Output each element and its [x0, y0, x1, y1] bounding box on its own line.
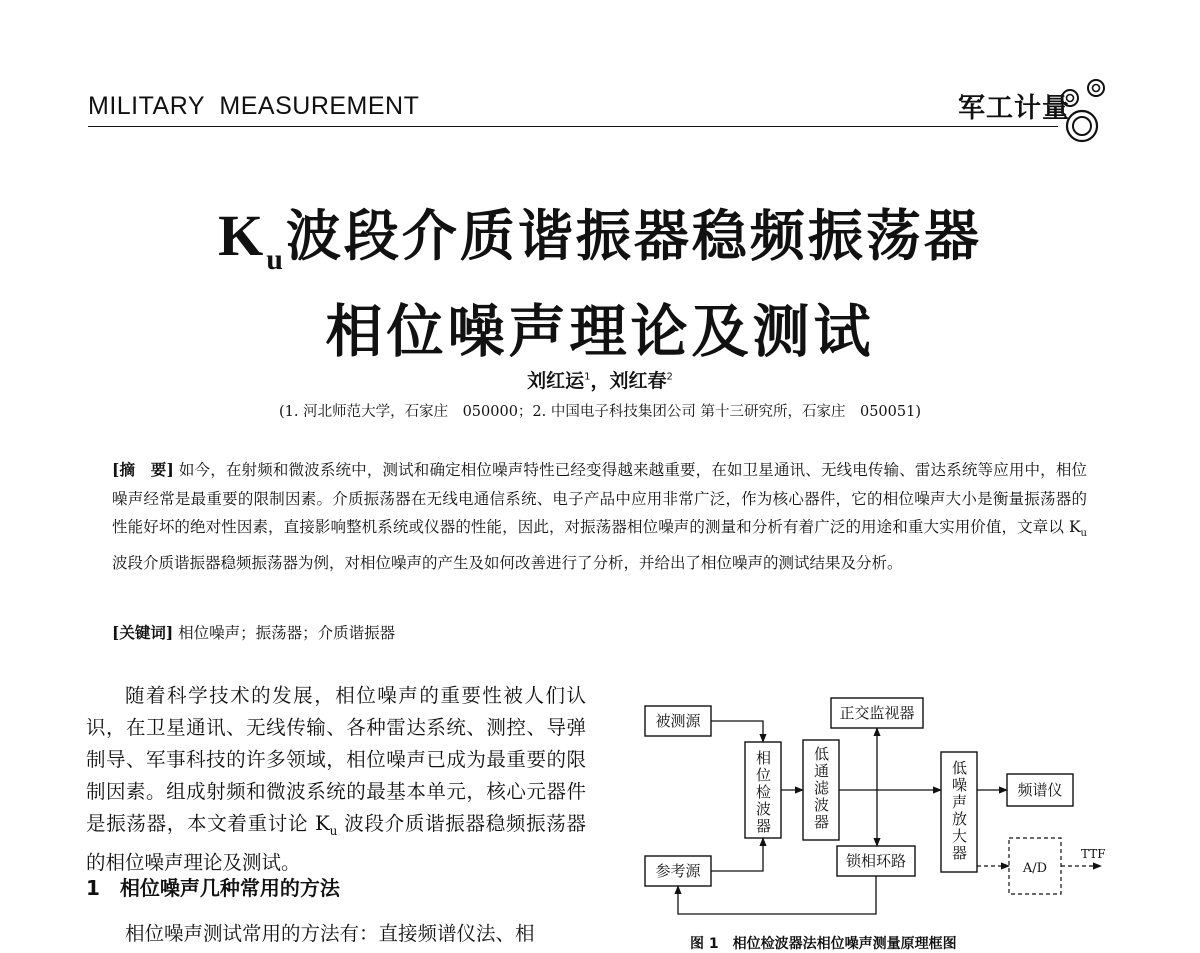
- body-paragraph-methods: 相位噪声测试常用的方法有：直接频谱仪法、相: [125, 922, 535, 945]
- figure-1-caption: 图 1 相位检波器法相位噪声测量原理框图: [690, 936, 957, 952]
- block-phase-detector-label: 相位检波器: [754, 750, 772, 835]
- author-2: 刘红春: [609, 370, 667, 392]
- keywords: [关键词] 相位噪声；振荡器；介质谐振器: [112, 623, 396, 642]
- keywords-label: [关键词]: [112, 623, 174, 642]
- title-ku-symbol: $K_u$: [218, 203, 286, 276]
- author-1: 刘红运: [527, 370, 585, 392]
- title-line-1-text: 波段介质谐振器稳频振荡器: [285, 204, 982, 268]
- abstract-label: [摘 要]: [112, 460, 174, 479]
- section-1-heading: 1 相位噪声几种常用的方法: [86, 876, 340, 900]
- block-dut-source-label: 被测源: [655, 712, 701, 730]
- figure-1-block-diagram: [625, 680, 1125, 952]
- block-lowpass-filter-label: 低通滤波器: [812, 746, 830, 831]
- block-lna-label: 低噪声放大器: [950, 760, 968, 862]
- body-paragraph-intro: 随着科学技术的发展，相位噪声的重要性被人们认识，在卫星通讯、无线传输、各种雷达系统、测控、导弹制导、军事科技的许多领域，相位噪声已成为最重要的限制因素。组成射频和微波系统的最基本单元，核心元器件是振荡器，本文着重讨论 $K_u$ 波段介质谐振器稳频振荡器的相位噪声理论及测试。: [86, 684, 586, 874]
- label-ttf: TTF: [1081, 847, 1106, 861]
- diagram-connections: [678, 721, 1101, 914]
- author-list: 刘红运$^1$，刘红春$^2$: [527, 370, 673, 392]
- block-ref-source-label: 参考源: [655, 862, 701, 880]
- block-pll-label: 锁相环路: [845, 852, 907, 870]
- block-adc-label: A/D: [1022, 861, 1048, 876]
- author-affiliations: (1. 河北师范大学，石家庄 050000；2. 中国电子科技集团公司 第十三研究所，石家庄 050051): [278, 404, 921, 420]
- block-quadrature-monitor-label: 正交监视器: [839, 704, 915, 722]
- paper-title-line-1: [0, 192, 1200, 277]
- block-spectrum-analyzer-label: 频谱仪: [1017, 781, 1063, 799]
- journal-logo-circles-icon: [1050, 76, 1130, 146]
- running-header-journal-en: MILITARY MEASUREMENT: [88, 92, 420, 120]
- paper-title-line-2: 相位噪声理论及测试: [325, 299, 875, 365]
- header-rule: [88, 126, 1058, 127]
- abstract: [摘 要] 如今，在射频和微波系统中，测试和确定相位噪声特性已经变得越来越重要，在如卫星通讯、无线电传输、雷达系统等应用中，相位噪声经常是最重要的限制因素。介质振荡器在无线电通信系统、电子产品中应用非常广泛，作为核心器件，它的相位噪声大小是衡量振荡器的性能好坏的绝对性因素，直接影响整机系统或仪器的性能，因此，对振荡器相位噪声的测量和分析有着广泛的用途和重大实用价值，文章以 $K_u$ 波段介质谐振器稳频振荡器为例，对相位噪声的产生及如何改善进行了分析，并给出了相位噪声的测试结果及分析。: [112, 460, 1087, 572]
- running-header-journal-cn: 军工计量: [958, 93, 1070, 124]
